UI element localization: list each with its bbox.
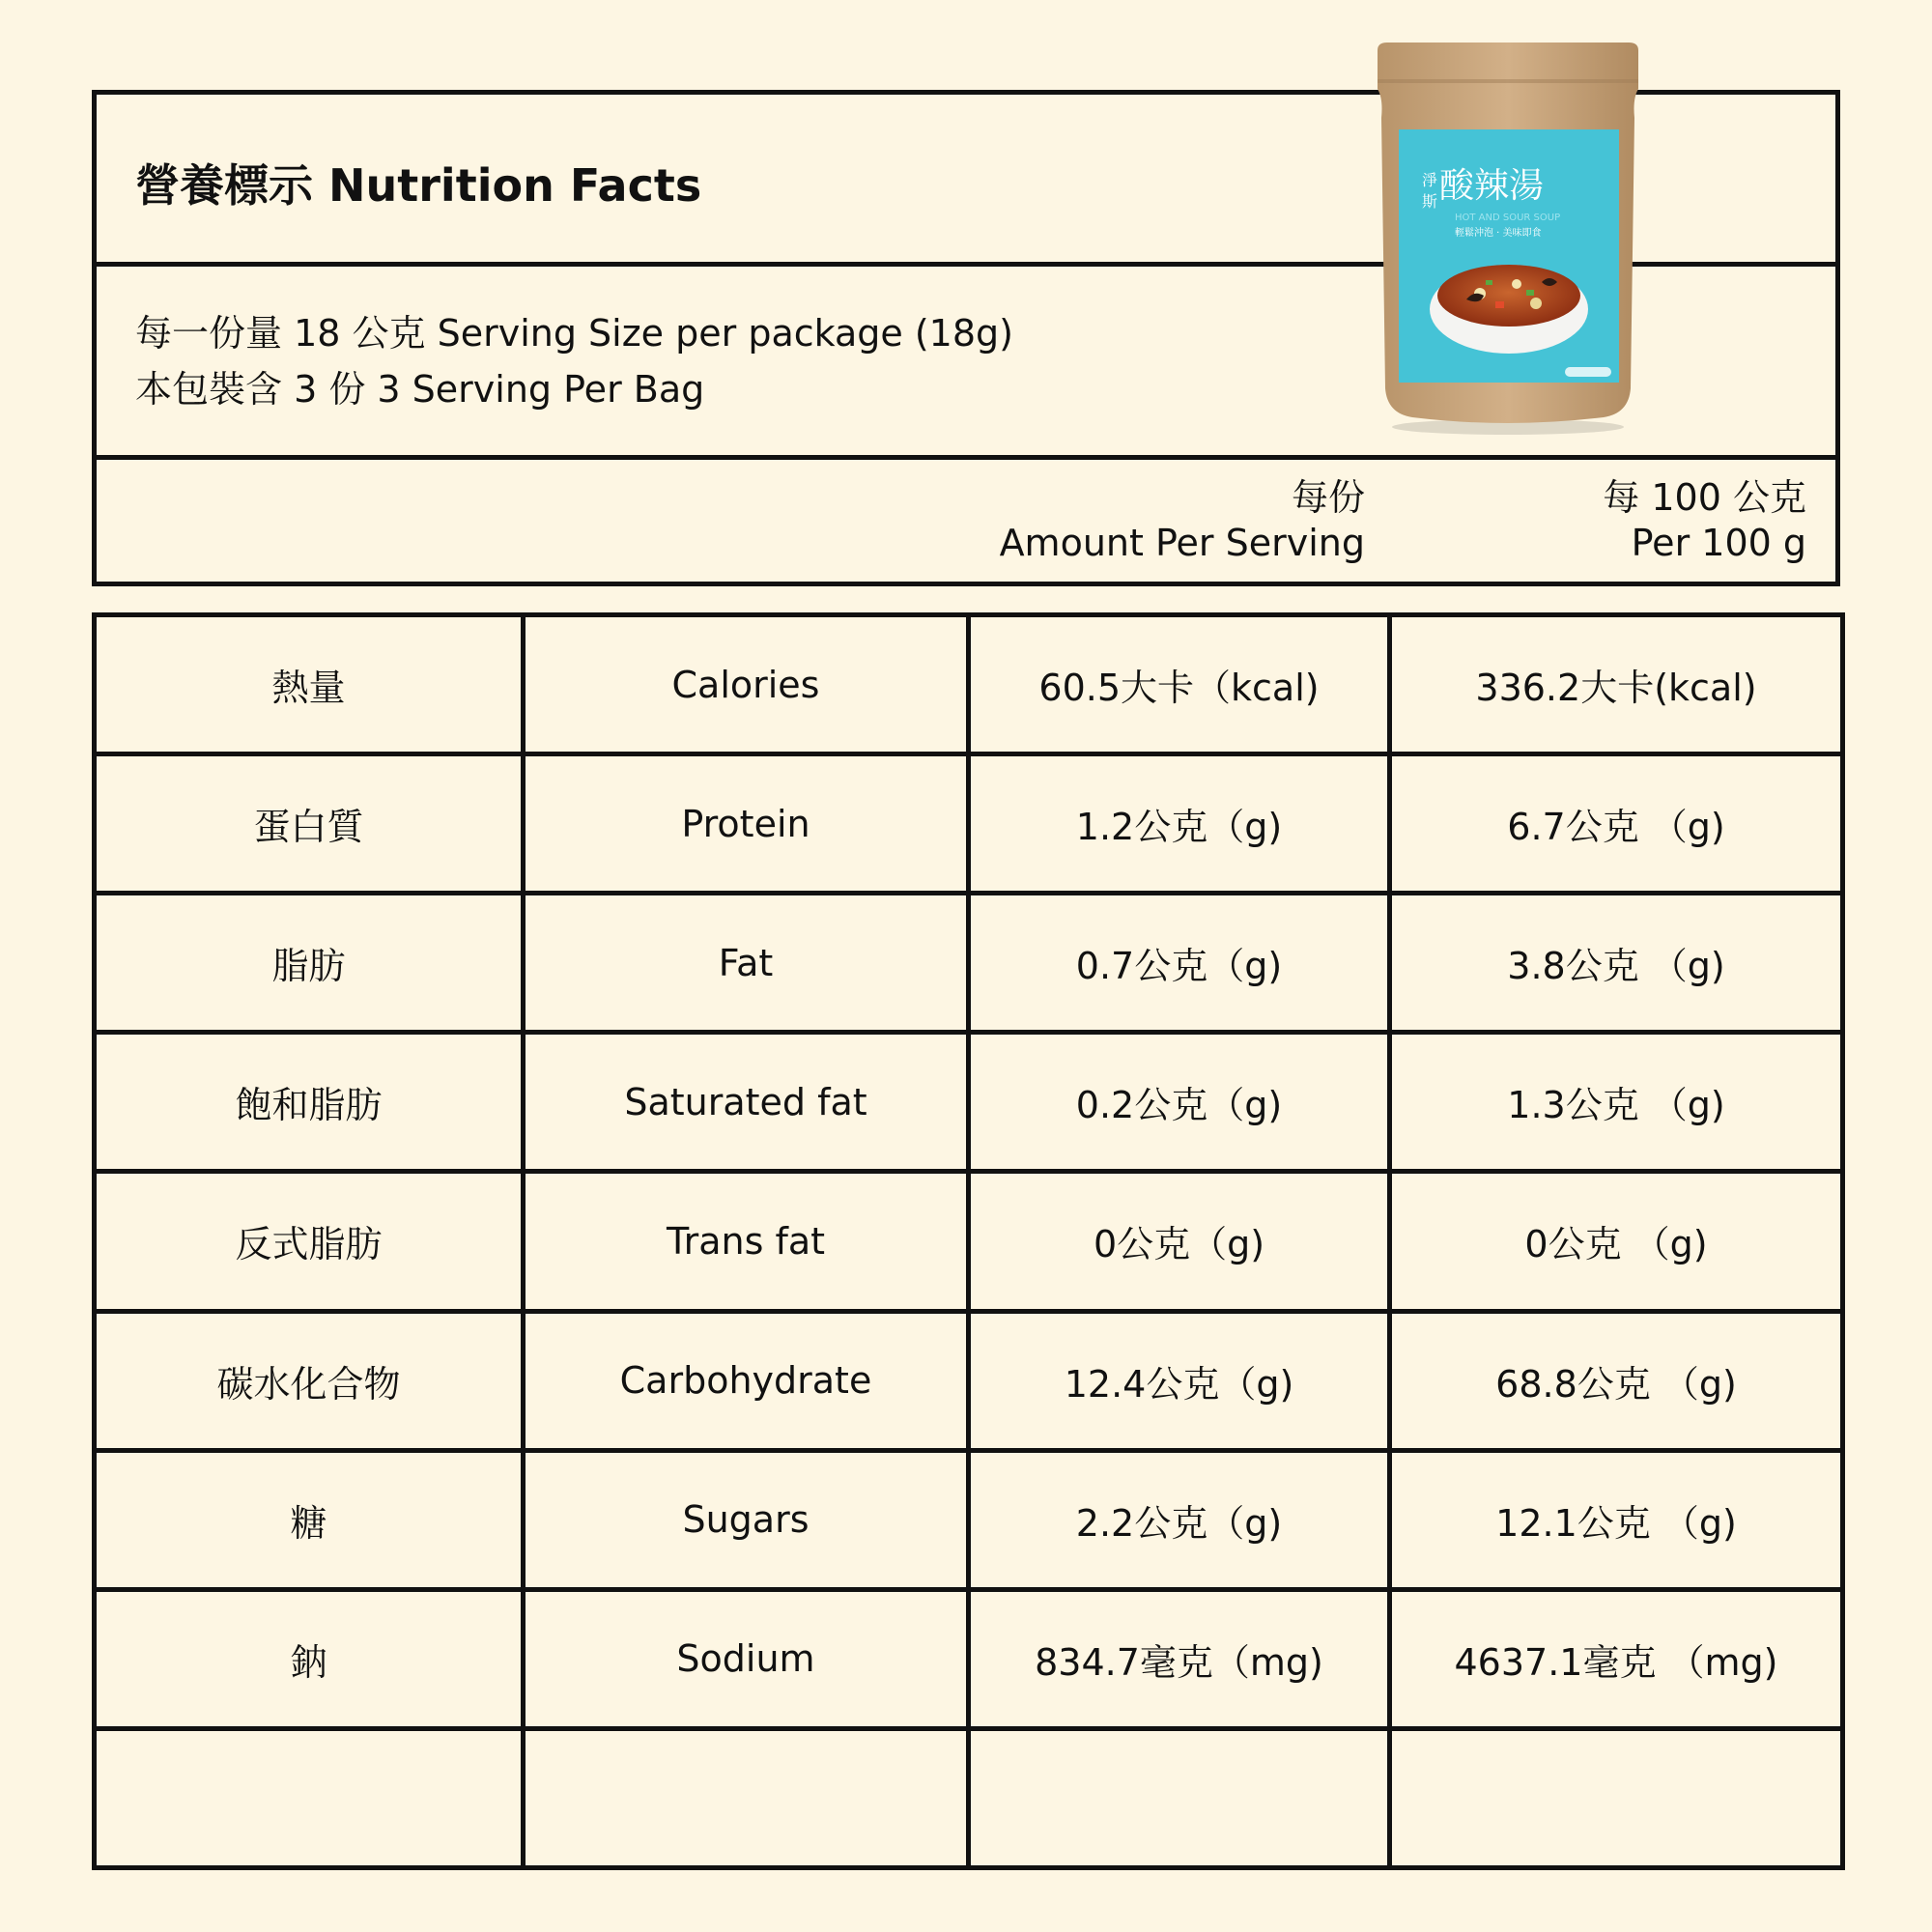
nutrient-name-zh: 糖 bbox=[95, 1450, 524, 1589]
nutrient-name-zh: 碳水化合物 bbox=[95, 1311, 524, 1450]
nutrient-name-zh: 鈉 bbox=[95, 1589, 524, 1728]
nutrient-name-en: Calories bbox=[524, 615, 969, 754]
servings-per-bag: 本包裝含 3 份 3 Serving Per Bag bbox=[135, 368, 705, 411]
table-row bbox=[95, 1311, 1843, 1450]
nutrient-name-zh: 脂肪 bbox=[95, 894, 524, 1033]
serving-size: 每一份量 18 公克 Serving Size per package (18g) bbox=[135, 312, 1013, 355]
table-row bbox=[95, 1589, 1843, 1728]
table-row bbox=[95, 754, 1843, 894]
table-row bbox=[95, 1450, 1843, 1589]
column-headers bbox=[97, 460, 1835, 582]
nutrient-name-en: Saturated fat bbox=[524, 1033, 969, 1172]
table-row bbox=[95, 615, 1843, 754]
product-name-en: HOT AND SOUR SOUP bbox=[1455, 213, 1561, 223]
table-row bbox=[95, 1728, 1843, 1867]
product-side-char-2: 斯 bbox=[1422, 192, 1438, 211]
nutrient-name-zh: 反式脂肪 bbox=[95, 1172, 524, 1311]
product-bag-image bbox=[1372, 41, 1644, 435]
value-per-serving: 0.7公克（g) bbox=[969, 894, 1390, 1033]
nutrient-name-zh: 飽和脂肪 bbox=[95, 1033, 524, 1172]
nutrient-name-en: Trans fat bbox=[524, 1172, 969, 1311]
table-row bbox=[95, 1033, 1843, 1172]
value-per-100g: 68.8公克 （g) bbox=[1390, 1311, 1843, 1450]
nutrient-name-zh: 蛋白質 bbox=[95, 754, 524, 894]
per-serving-zh: 每份 bbox=[1291, 476, 1365, 519]
value-per-100g: 6.7公克 （g) bbox=[1390, 754, 1843, 894]
value-per-100g bbox=[1390, 1728, 1843, 1867]
value-per-serving: 60.5大卡（kcal) bbox=[969, 615, 1390, 754]
nutrient-name-zh: 熱量 bbox=[95, 615, 524, 754]
nutrient-name-en: Sugars bbox=[524, 1450, 969, 1589]
per-serving-en: Amount Per Serving bbox=[999, 522, 1365, 564]
value-per-100g: 4637.1毫克 （mg) bbox=[1390, 1589, 1843, 1728]
value-per-serving: 12.4公克（g) bbox=[969, 1311, 1390, 1450]
nutrient-name-zh bbox=[95, 1728, 524, 1867]
per-100g-en: Per 100 g bbox=[1631, 522, 1806, 564]
value-per-serving: 0.2公克（g) bbox=[969, 1033, 1390, 1172]
product-side-char-1: 淨 bbox=[1422, 171, 1438, 189]
value-per-100g: 1.3公克 （g) bbox=[1390, 1033, 1843, 1172]
table-row bbox=[95, 894, 1843, 1033]
page-title: 營養標示 Nutrition Facts bbox=[135, 159, 702, 212]
product-tagline: 輕鬆沖泡 · 美味即食 bbox=[1455, 228, 1542, 239]
value-per-serving bbox=[969, 1728, 1390, 1867]
nutrient-name-en: Fat bbox=[524, 894, 969, 1033]
nutrient-name-en bbox=[524, 1728, 969, 1867]
value-per-100g: 336.2大卡(kcal) bbox=[1390, 615, 1843, 754]
nutrient-name-en: Sodium bbox=[524, 1589, 969, 1728]
value-per-serving: 2.2公克（g) bbox=[969, 1450, 1390, 1589]
per-100g-zh: 每 100 公克 bbox=[1603, 476, 1806, 519]
nutrition-table bbox=[92, 612, 1845, 1870]
value-per-100g: 0公克 （g) bbox=[1390, 1172, 1843, 1311]
nutrient-name-en: Protein bbox=[524, 754, 969, 894]
product-name-zh: 酸辣湯 bbox=[1439, 166, 1545, 206]
value-per-serving: 834.7毫克（mg) bbox=[969, 1589, 1390, 1728]
table-row bbox=[95, 1172, 1843, 1311]
value-per-serving: 1.2公克（g) bbox=[969, 754, 1390, 894]
value-per-serving: 0公克（g) bbox=[969, 1172, 1390, 1311]
value-per-100g: 3.8公克 （g) bbox=[1390, 894, 1843, 1033]
value-per-100g: 12.1公克 （g) bbox=[1390, 1450, 1843, 1589]
nutrient-name-en: Carbohydrate bbox=[524, 1311, 969, 1450]
